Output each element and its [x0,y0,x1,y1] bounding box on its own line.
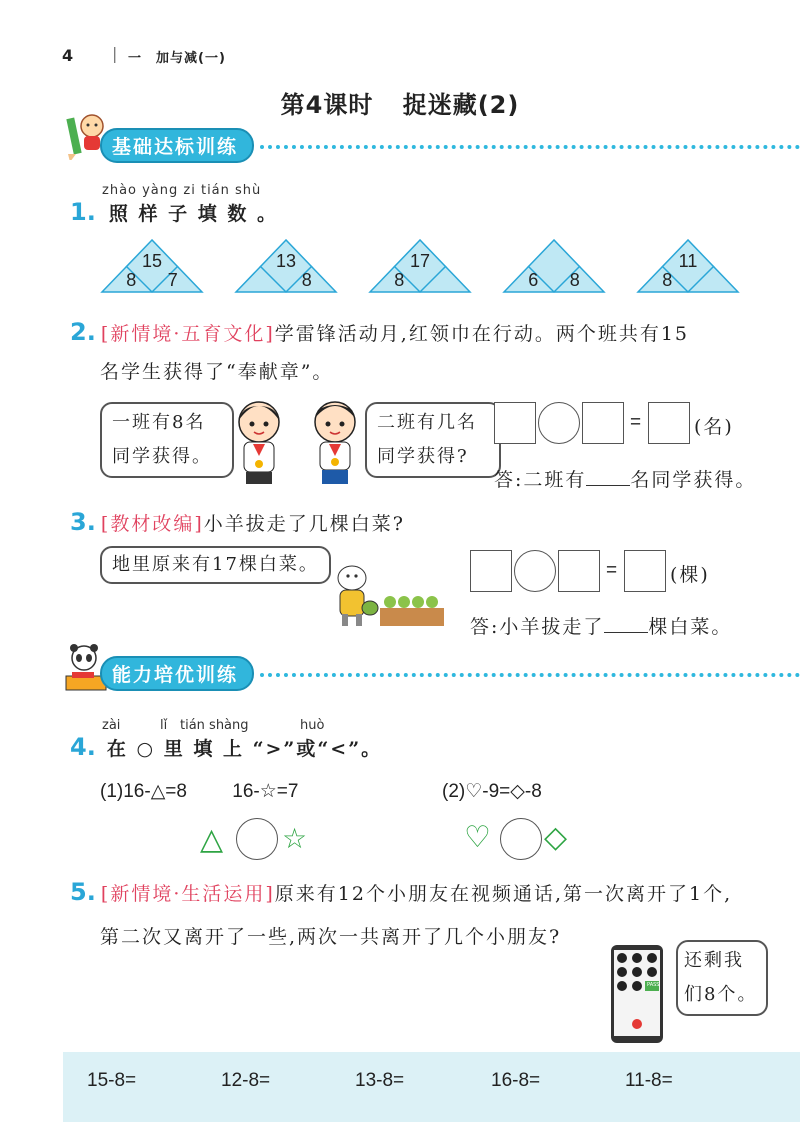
exercise-4: 16-8= [491,1070,541,1091]
triangle-right-number: 7 [167,270,178,290]
section-divider-2 [260,673,800,677]
triangle-right-number: 8 [569,270,580,290]
girl-student-illustration [224,398,294,492]
bubble-class-one [100,402,234,478]
practice-strip [63,1052,800,1122]
q4-part1 [100,780,298,803]
triangle-left-number: 8 [662,270,673,290]
q4-compare-circle-2[interactable] [500,818,542,860]
q3-answer-box-2[interactable] [558,550,600,592]
number-triangle [234,238,338,294]
q2-text-1: 学雷锋活动月,红领巾在行动。两个班共有15 [274,323,690,345]
exercise-1: 15-8= [87,1070,137,1091]
bubble-remaining-line-2: 们8个。 [684,984,758,1005]
q2-answer-box-2[interactable] [582,402,624,444]
bubble-class-two [365,402,501,478]
q4-compare-circle-1[interactable] [236,818,278,860]
q2-answer [494,465,756,492]
q5-text-2: 第二次又离开了一些,两次一共离开了几个小朋友? [100,926,562,948]
section-divider [260,145,800,149]
q3-answer-blank[interactable] [604,614,648,633]
q5-text-1: 原来有12个小朋友在视频通话,第一次离开了1个, [274,883,733,905]
triangle-top-number: 15 [141,251,163,272]
q2-answer-suffix: 名同学获得。 [630,469,757,491]
q4-part1-expression-2: 16-☆=7 [232,781,299,802]
q3-number: 3. [70,508,96,536]
triangle-top-number: 11 [678,251,698,272]
q3-equal-sign: = [606,560,618,581]
q3-operator-circle[interactable] [514,550,556,592]
q2-prompt [70,318,689,346]
q2-operator-circle[interactable] [538,402,580,444]
q4-compare-1 [200,818,310,862]
bubble-remaining [676,940,768,1016]
triangle-right-number: 8 [301,270,312,290]
q4-part2-expression: ♡-9=◇-8 [465,781,542,802]
header-separator: | [112,44,118,63]
boy-student-illustration [300,398,370,492]
q2-answer-blank[interactable] [586,467,630,486]
heart-symbol: ♡ [464,820,491,855]
diamond-symbol: ◇ [544,820,568,855]
bubble-class-one-line-1: 一班有8名 [112,412,206,433]
q4-part2-label: (2) [442,781,466,802]
exercise-2: 12-8= [221,1070,271,1091]
q1-number: 1. [70,198,96,226]
section-advanced-bar [100,656,800,690]
q3-equation [470,550,770,592]
q4-text: 在 ○ 里 填 上 “>”或“<”。 [106,738,383,760]
bubble-class-two-line-2: 同学获得? [377,446,469,467]
q4-pinyin-2: lǐ [160,718,168,733]
q5-tag: [新情境·生活运用] [100,883,275,905]
triangle-top-number: 17 [409,251,431,272]
q4-pinyin-3: tián shàng [180,718,249,733]
q2-number: 2. [70,318,96,346]
q2-equal-sign: = [630,412,642,433]
q5-prompt [70,878,732,906]
q4-part1-expression-1: 16-△=8 [123,781,187,802]
q4-pinyin-4: huò [300,718,325,733]
section-basic-bar [100,128,800,162]
q3-text: 小羊拔走了几棵白菜? [203,513,405,535]
exercise-5: 11-8= [625,1070,673,1091]
triangle-outline [504,240,604,292]
number-triangle [100,238,204,294]
q4-part2 [442,780,542,803]
q2-result-box[interactable] [648,402,690,444]
unit-title: 一 加与减(一) [128,51,226,66]
bubble-remaining-line-1: 还剩我 [684,950,744,971]
lesson-topic: 捉迷藏(2) [402,91,520,119]
lesson-label: 第4课时 [280,91,374,119]
q2-text-2: 名学生获得了“奉献章”。 [100,361,334,383]
star-symbol: ☆ [282,822,308,855]
triangle-symbol: △ [200,822,224,857]
q2-answer-box-1[interactable] [494,402,536,444]
q3-answer-box-1[interactable] [470,550,512,592]
sheep-cabbage-illustration [330,556,450,635]
q5-number: 5. [70,878,96,906]
bubble-class-two-line-1: 二班有几名 [377,412,477,433]
triangle-row [100,238,750,298]
page-number: 4 [62,46,74,65]
q2-equation [494,402,794,444]
q4-number: 4. [70,733,96,761]
triangle-left-number: 8 [394,270,405,290]
q1-prompt [70,198,278,226]
q3-answer-prefix: 答:小羊拔走了 [470,616,605,638]
q3-result-box[interactable] [624,550,666,592]
q2-tag: [新情境·五育文化] [100,323,275,345]
phone-pass-badge: PASS [647,982,660,988]
bubble-class-one-line-2: 同学获得。 [112,446,212,467]
q1-pinyin: zhào yàng zi tián shù [102,183,262,198]
section-basic-label: 基础达标训练 [100,128,254,163]
q1-text: 照 样 子 填 数 。 [108,203,278,225]
q2-answer-prefix: 答:二班有 [494,469,587,491]
lesson-title [0,85,800,120]
triangle-left-number: 8 [126,270,137,290]
q4-compare-2 [464,818,574,862]
q4-part1-label: (1) [100,781,124,802]
q3-tag: [教材改编] [100,513,204,535]
triangle-top-number: 13 [275,251,297,272]
number-triangle [502,238,606,294]
q2-unit: (名) [694,416,734,438]
triangle-left-number: 6 [528,270,539,290]
number-triangle [368,238,472,294]
video-call-phone-icon [610,944,664,1044]
section-advanced-label: 能力培优训练 [100,656,254,691]
q4-prompt [70,733,382,761]
q3-answer [470,612,732,639]
bubble-cabbage: 地里原来有17棵白菜。 [100,546,331,584]
exercise-3: 13-8= [355,1070,405,1091]
q3-unit: (棵) [670,564,710,586]
q4-pinyin-1: zài [102,718,121,733]
number-triangle [636,238,740,294]
q3-prompt [70,508,405,536]
q3-answer-suffix: 棵白菜。 [648,616,733,638]
